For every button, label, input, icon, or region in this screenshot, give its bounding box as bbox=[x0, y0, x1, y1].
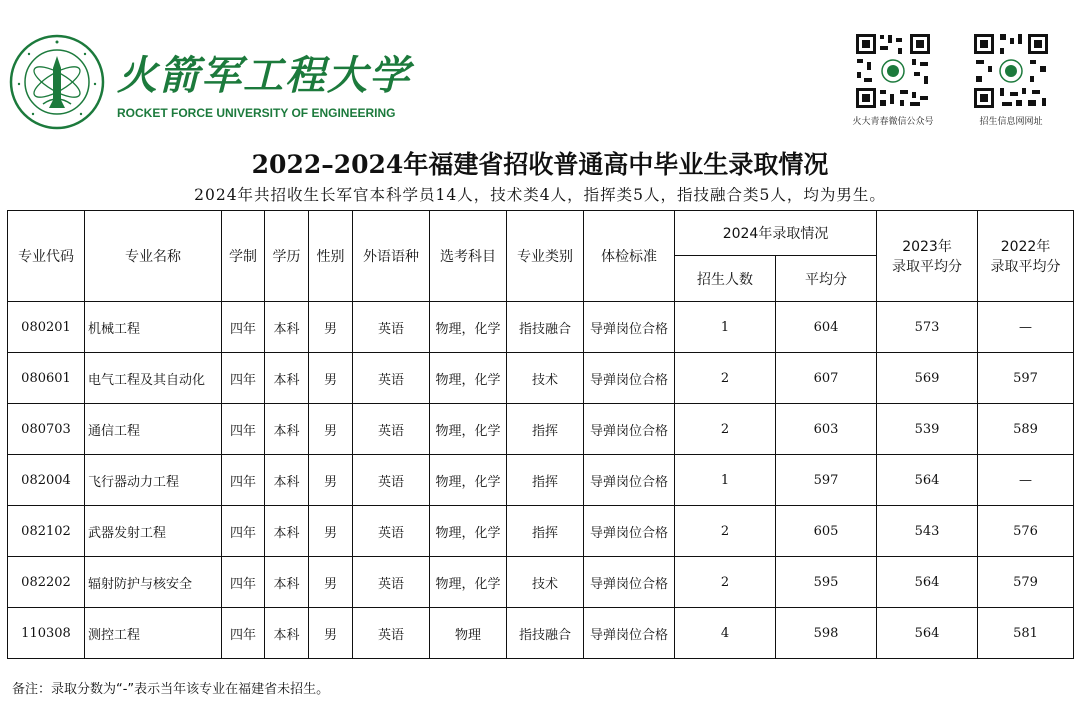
table-row bbox=[8, 506, 1074, 557]
cell-duration: 四年 bbox=[222, 455, 265, 506]
header-2022-line1: 2022年 bbox=[1000, 239, 1051, 255]
cell-language: 英语 bbox=[353, 506, 430, 557]
cell-avg: 597 bbox=[776, 455, 877, 506]
cell-duration: 四年 bbox=[222, 506, 265, 557]
cell-gender: 男 bbox=[309, 455, 353, 506]
university-logo bbox=[9, 34, 409, 130]
cell-degree: 本科 bbox=[265, 302, 309, 353]
cell-avg: 607 bbox=[776, 353, 877, 404]
cell-avg2022: 581 bbox=[978, 608, 1074, 659]
cell-count: 4 bbox=[675, 608, 776, 659]
cell-avg: 595 bbox=[776, 557, 877, 608]
header-language: 外语语种 bbox=[353, 211, 430, 302]
cell-gender: 男 bbox=[309, 353, 353, 404]
cell-avg2022: — bbox=[978, 455, 1074, 506]
wechat-qr[interactable] bbox=[843, 32, 943, 127]
cell-count: 2 bbox=[675, 353, 776, 404]
cell-subjects: 物理 bbox=[430, 608, 507, 659]
cell-language: 英语 bbox=[353, 353, 430, 404]
cell-name: 武器发射工程 bbox=[85, 506, 222, 557]
cell-subjects: 物理，化学 bbox=[430, 302, 507, 353]
cell-gender: 男 bbox=[309, 557, 353, 608]
cell-code: 082202 bbox=[8, 557, 85, 608]
cell-physical: 导弹岗位合格 bbox=[584, 404, 675, 455]
header-2022 bbox=[978, 211, 1074, 302]
cell-category: 指技融合 bbox=[507, 608, 584, 659]
cell-category: 技术 bbox=[507, 353, 584, 404]
cell-name: 电气工程及其自动化 bbox=[85, 353, 222, 404]
cell-physical: 导弹岗位合格 bbox=[584, 608, 675, 659]
header-category: 专业类别 bbox=[507, 211, 584, 302]
cell-avg2022: 589 bbox=[978, 404, 1074, 455]
cell-category: 指挥 bbox=[507, 455, 584, 506]
cell-language: 英语 bbox=[353, 455, 430, 506]
cell-count: 1 bbox=[675, 455, 776, 506]
cell-language: 英语 bbox=[353, 302, 430, 353]
cell-degree: 本科 bbox=[265, 506, 309, 557]
cell-subjects: 物理，化学 bbox=[430, 455, 507, 506]
cell-duration: 四年 bbox=[222, 404, 265, 455]
cell-avg2023: 564 bbox=[877, 608, 978, 659]
qr-code-icon bbox=[972, 32, 1050, 110]
cell-physical: 导弹岗位合格 bbox=[584, 506, 675, 557]
cell-degree: 本科 bbox=[265, 455, 309, 506]
page-subtitle: 2024年共招收生长军官本科学员14人，技术类4人，指挥类5人，指技融合类5人，均为男生。 bbox=[194, 186, 886, 204]
university-name-cn: 火箭军工程大学 bbox=[117, 53, 411, 99]
cell-avg2023: 564 bbox=[877, 455, 978, 506]
admissions-site-qr-caption: 招生信息网网址 bbox=[979, 117, 1043, 127]
cell-subjects: 物理，化学 bbox=[430, 506, 507, 557]
header-2023 bbox=[877, 211, 978, 302]
header-name: 专业名称 bbox=[85, 211, 222, 302]
cell-count: 2 bbox=[675, 404, 776, 455]
cell-avg2022: 579 bbox=[978, 557, 1074, 608]
cell-gender: 男 bbox=[309, 302, 353, 353]
cell-avg: 604 bbox=[776, 302, 877, 353]
cell-physical: 导弹岗位合格 bbox=[584, 557, 675, 608]
cell-count: 1 bbox=[675, 302, 776, 353]
cell-subjects: 物理，化学 bbox=[430, 557, 507, 608]
cell-language: 英语 bbox=[353, 557, 430, 608]
admission-table bbox=[7, 210, 1074, 659]
header-code: 专业代码 bbox=[8, 211, 85, 302]
cell-code: 110308 bbox=[8, 608, 85, 659]
cell-avg2022: — bbox=[978, 302, 1074, 353]
cell-code: 082102 bbox=[8, 506, 85, 557]
cell-avg2022: 597 bbox=[978, 353, 1074, 404]
cell-duration: 四年 bbox=[222, 608, 265, 659]
cell-gender: 男 bbox=[309, 404, 353, 455]
header-count: 招生人数 bbox=[675, 256, 776, 302]
cell-avg2023: 543 bbox=[877, 506, 978, 557]
cell-language: 英语 bbox=[353, 608, 430, 659]
table-row bbox=[8, 302, 1074, 353]
page-title: 2022–2024年福建省招收普通高中毕业生录取情况 bbox=[251, 150, 829, 179]
cell-category: 指挥 bbox=[507, 404, 584, 455]
cell-subjects: 物理，化学 bbox=[430, 404, 507, 455]
cell-count: 2 bbox=[675, 506, 776, 557]
table-row bbox=[8, 608, 1074, 659]
cell-duration: 四年 bbox=[222, 353, 265, 404]
cell-category: 指技融合 bbox=[507, 302, 584, 353]
header-duration: 学制 bbox=[222, 211, 265, 302]
wechat-qr-caption: 火大青春微信公众号 bbox=[852, 117, 934, 127]
university-seal-icon bbox=[9, 34, 105, 130]
admissions-site-qr[interactable] bbox=[961, 32, 1061, 127]
cell-degree: 本科 bbox=[265, 404, 309, 455]
university-name-en: ROCKET FORCE UNIVERSITY OF ENGINEERING bbox=[117, 106, 396, 120]
cell-subjects: 物理，化学 bbox=[430, 353, 507, 404]
cell-gender: 男 bbox=[309, 608, 353, 659]
table-body bbox=[8, 302, 1074, 659]
header-avg: 平均分 bbox=[776, 256, 877, 302]
cell-avg: 598 bbox=[776, 608, 877, 659]
cell-code: 080201 bbox=[8, 302, 85, 353]
table-row bbox=[8, 404, 1074, 455]
footnote: 备注：录取分数为“-”表示当年该专业在福建省未招生。 bbox=[12, 682, 330, 697]
cell-name: 机械工程 bbox=[85, 302, 222, 353]
header-2023-line1: 2023年 bbox=[902, 239, 952, 255]
cell-degree: 本科 bbox=[265, 608, 309, 659]
header-degree: 学历 bbox=[265, 211, 309, 302]
cell-avg2023: 573 bbox=[877, 302, 978, 353]
cell-degree: 本科 bbox=[265, 353, 309, 404]
cell-name: 飞行器动力工程 bbox=[85, 455, 222, 506]
header-gender: 性别 bbox=[309, 211, 353, 302]
cell-physical: 导弹岗位合格 bbox=[584, 455, 675, 506]
cell-avg: 605 bbox=[776, 506, 877, 557]
cell-avg: 603 bbox=[776, 404, 877, 455]
cell-name: 通信工程 bbox=[85, 404, 222, 455]
cell-avg2023: 539 bbox=[877, 404, 978, 455]
cell-gender: 男 bbox=[309, 506, 353, 557]
table-row bbox=[8, 353, 1074, 404]
cell-language: 英语 bbox=[353, 404, 430, 455]
cell-code: 082004 bbox=[8, 455, 85, 506]
header-subjects: 选考科目 bbox=[430, 211, 507, 302]
cell-avg2022: 576 bbox=[978, 506, 1074, 557]
header-2023-line2: 录取平均分 bbox=[892, 259, 963, 275]
cell-degree: 本科 bbox=[265, 557, 309, 608]
table-row bbox=[8, 455, 1074, 506]
table-row bbox=[8, 557, 1074, 608]
cell-avg2023: 564 bbox=[877, 557, 978, 608]
cell-duration: 四年 bbox=[222, 557, 265, 608]
cell-physical: 导弹岗位合格 bbox=[584, 353, 675, 404]
cell-category: 指挥 bbox=[507, 506, 584, 557]
header-2024: 2024年录取情况 bbox=[675, 211, 877, 256]
cell-code: 080601 bbox=[8, 353, 85, 404]
header-2022-line2: 录取平均分 bbox=[990, 259, 1061, 275]
cell-name: 测控工程 bbox=[85, 608, 222, 659]
table-header-row bbox=[8, 211, 1074, 256]
cell-count: 2 bbox=[675, 557, 776, 608]
header-physical: 体检标准 bbox=[584, 211, 675, 302]
cell-physical: 导弹岗位合格 bbox=[584, 302, 675, 353]
cell-code: 080703 bbox=[8, 404, 85, 455]
cell-avg2023: 569 bbox=[877, 353, 978, 404]
cell-name: 辐射防护与核安全 bbox=[85, 557, 222, 608]
qr-code-icon bbox=[854, 32, 932, 110]
cell-duration: 四年 bbox=[222, 302, 265, 353]
cell-category: 技术 bbox=[507, 557, 584, 608]
